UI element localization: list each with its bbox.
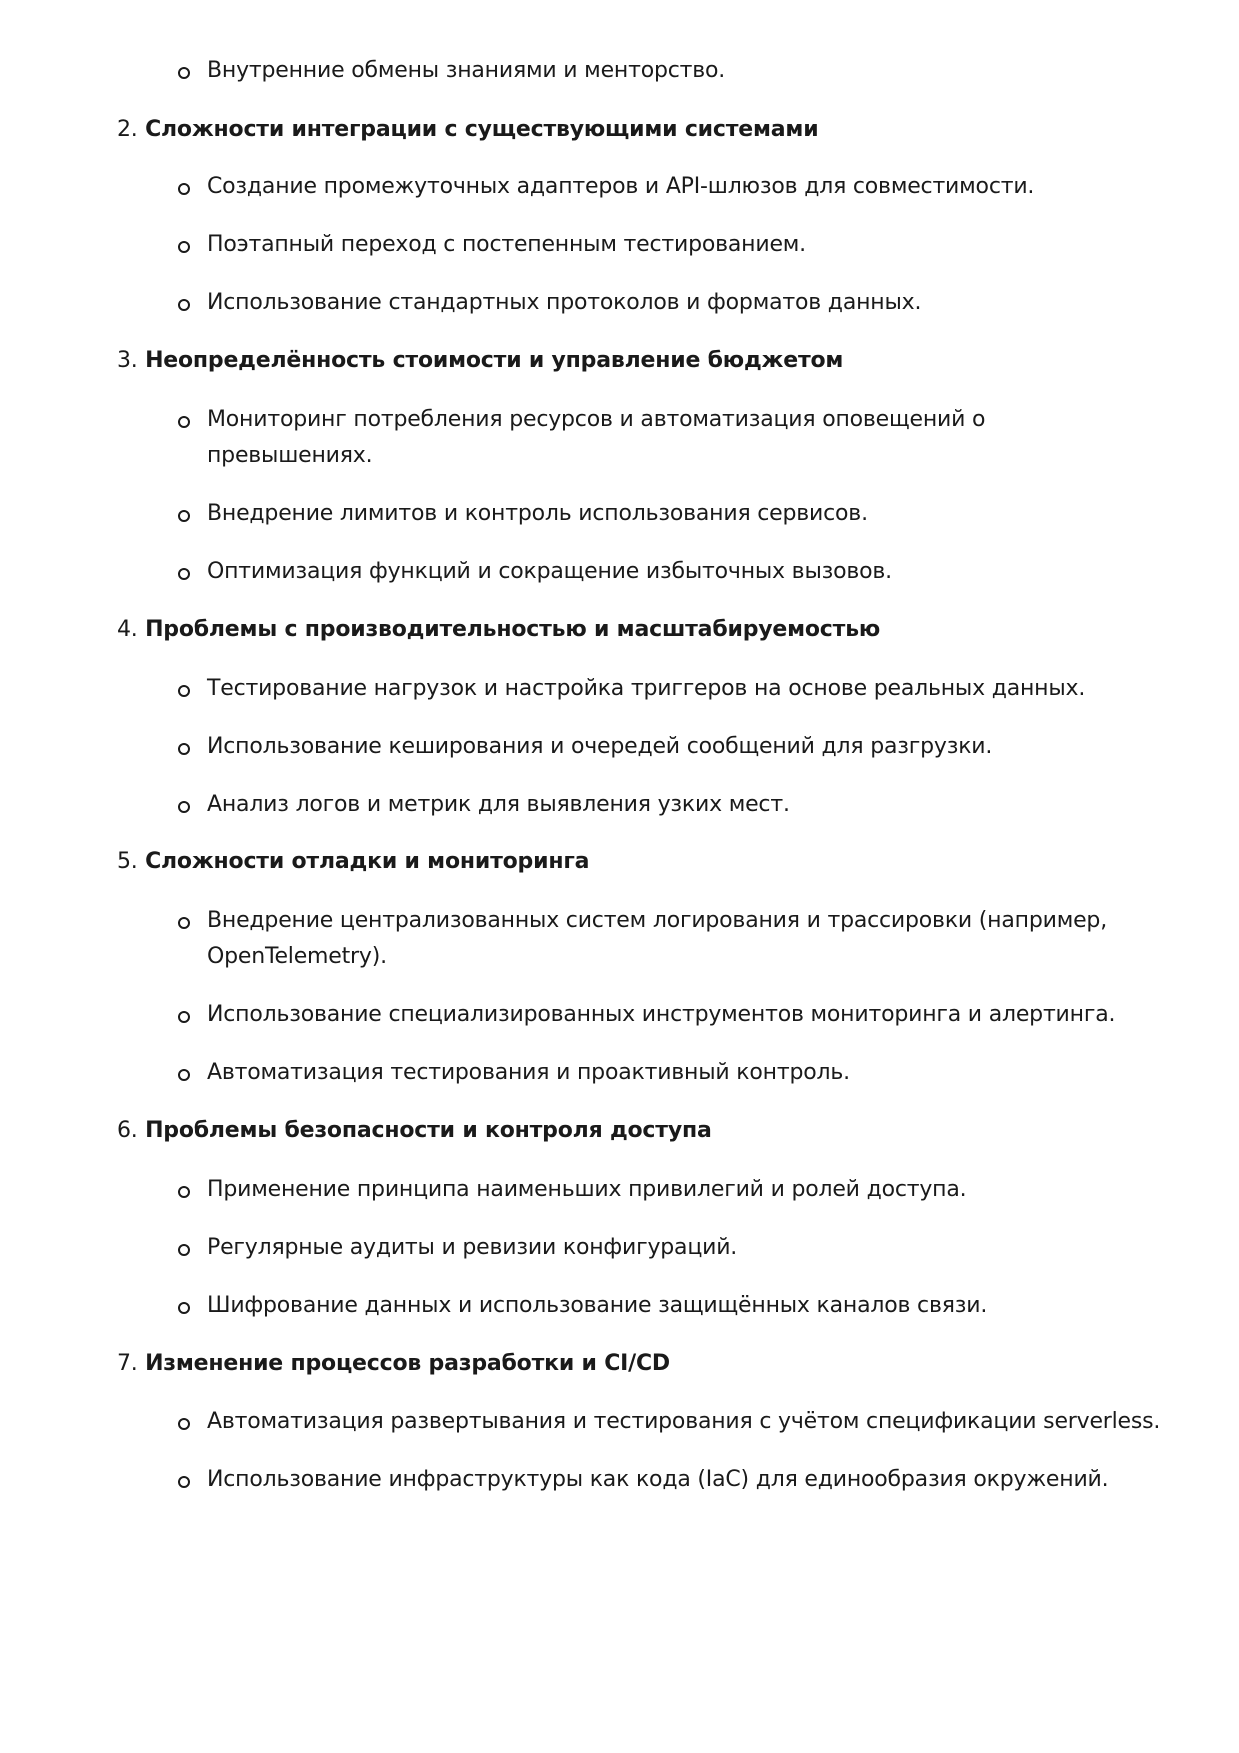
list-item: Использование специализированных инструментов мониторинга и алертинга. — [207, 1002, 1116, 1027]
bullet-marker-icon — [178, 685, 190, 697]
bullet-marker-icon — [178, 1476, 190, 1488]
section-number: 4. — [117, 617, 138, 642]
section-title: Неопределённость стоимости и управление бюджетом — [145, 348, 844, 373]
bullet-marker-icon — [178, 416, 190, 428]
section-title: Сложности отладки и мониторинга — [145, 849, 590, 874]
bullet-marker-icon — [178, 801, 190, 813]
list-item: Автоматизация развертывания и тестирования с учётом спецификации serverless. — [207, 1409, 1161, 1434]
list-item: Мониторинг потребления ресурсов и автоматизация оповещений о — [207, 407, 986, 432]
list-item: Использование кеширования и очередей сообщений для разгрузки. — [207, 734, 993, 759]
list-item-continuation: OpenTelemetry). — [207, 944, 387, 969]
section-number: 3. — [117, 348, 138, 373]
list-item: Внутренние обмены знаниями и менторство. — [207, 58, 726, 83]
list-item: Тестирование нагрузок и настройка триггеров на основе реальных данных. — [207, 676, 1086, 701]
section-heading — [117, 110, 818, 150]
list-item: Внедрение централизованных систем логирования и трассировки (например, — [207, 908, 1107, 933]
bullet-marker-icon — [178, 1011, 190, 1023]
list-item: Поэтапный переход с постепенным тестированием. — [207, 232, 806, 257]
section-heading — [117, 842, 589, 882]
section-number: 7. — [117, 1351, 138, 1376]
list-item: Применение принципа наименьших привилегий и ролей доступа. — [207, 1177, 967, 1202]
bullet-marker-icon — [178, 568, 190, 580]
list-item: Автоматизация тестирования и проактивный контроль. — [207, 1060, 850, 1085]
list-item: Анализ логов и метрик для выявления узких мест. — [207, 792, 790, 817]
bullet-marker-icon — [178, 299, 190, 311]
list-item: Оптимизация функций и сокращение избыточных вызовов. — [207, 559, 892, 584]
list-item: Создание промежуточных адаптеров и API-шлюзов для совместимости. — [207, 174, 1035, 199]
section-title: Проблемы с производительностью и масштабируемостью — [145, 617, 881, 642]
list-item: Регулярные аудиты и ревизии конфигураций. — [207, 1235, 738, 1260]
section-title: Изменение процессов разработки и CI/CD — [145, 1351, 670, 1376]
list-item: Использование стандартных протоколов и форматов данных. — [207, 290, 922, 315]
list-item-continuation: превышениях. — [207, 443, 373, 468]
bullet-marker-icon — [178, 1302, 190, 1314]
list-item: Внедрение лимитов и контроль использования сервисов. — [207, 501, 868, 526]
section-number: 2. — [117, 117, 138, 142]
list-item: Использование инфраструктуры как кода (IaC) для единообразия окружений. — [207, 1467, 1109, 1492]
bullet-marker-icon — [178, 1186, 190, 1198]
bullet-marker-icon — [178, 1069, 190, 1081]
bullet-marker-icon — [178, 67, 190, 79]
section-heading — [117, 1111, 712, 1151]
section-heading — [117, 610, 880, 650]
bullet-marker-icon — [178, 743, 190, 755]
section-heading — [117, 341, 843, 381]
bullet-marker-icon — [178, 917, 190, 929]
section-number: 5. — [117, 849, 138, 874]
bullet-marker-icon — [178, 510, 190, 522]
section-heading — [117, 1344, 670, 1384]
section-title: Проблемы безопасности и контроля доступа — [145, 1118, 712, 1143]
list-item: Шифрование данных и использование защищённых каналов связи. — [207, 1293, 988, 1318]
bullet-marker-icon — [178, 241, 190, 253]
bullet-marker-icon — [178, 1418, 190, 1430]
section-title: Сложности интеграции с существующими системами — [145, 117, 819, 142]
bullet-marker-icon — [178, 1244, 190, 1256]
section-number: 6. — [117, 1118, 138, 1143]
bullet-marker-icon — [178, 183, 190, 195]
